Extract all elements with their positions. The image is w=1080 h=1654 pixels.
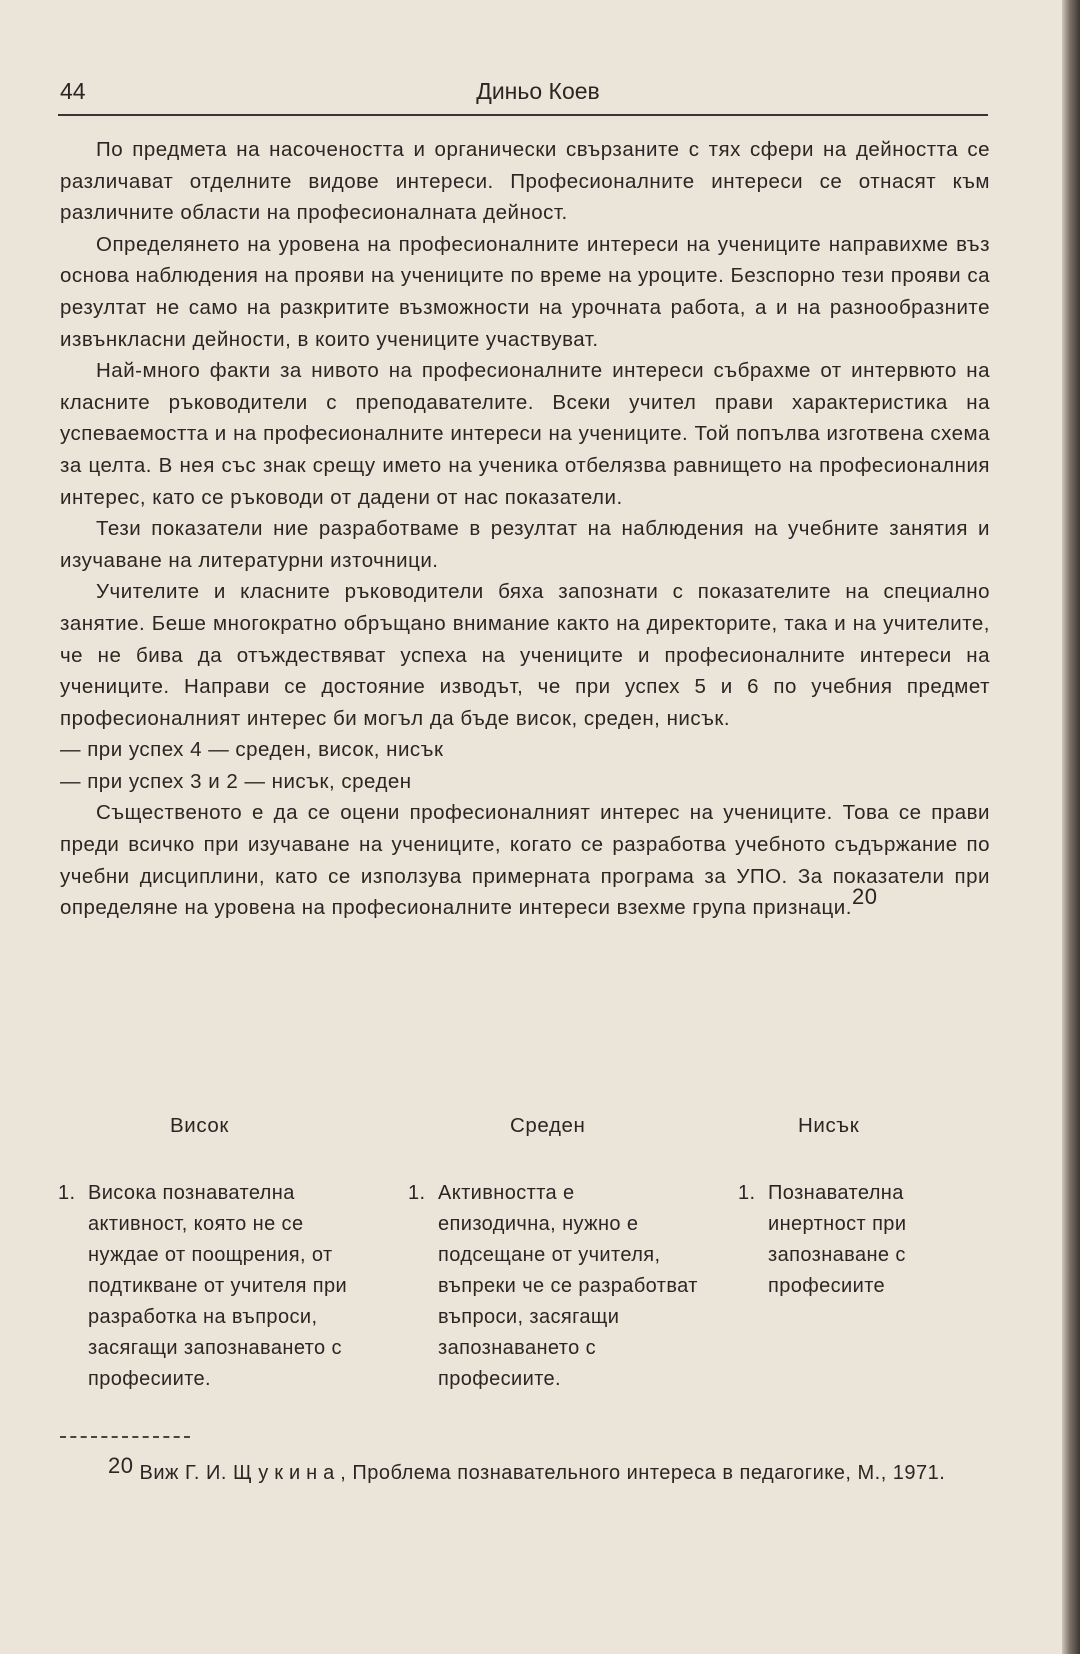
level-item-medium bbox=[408, 1178, 698, 1395]
item-number: 1. bbox=[408, 1182, 426, 1204]
page-number: 44 bbox=[60, 78, 86, 104]
footnote-reference: 20 bbox=[851, 884, 878, 910]
paragraph: Тези показатели ние разработваме в резултат на наблюдения на учебните занятия и изучаване на литературни източници. bbox=[60, 517, 990, 572]
item-text: Висока познавателна активност, която не се нуждае от поощрения, от подтикване от учителя при разработка на въпроси, засягащи запознаването с професиите. bbox=[88, 1182, 348, 1390]
footnote-prefix: Виж Г. И. bbox=[139, 1462, 227, 1484]
paragraph bbox=[60, 797, 990, 923]
paragraph: Най-много факти за нивото на професионалните интереси събрахме от интервюто на класните ръководители с преподавателите. Всеки учител прави характеристика на успеваемостта и на професионалните интереси на учениците. Той попълва изготвена схема за целта. В нея със знак срещу името на ученика отбелязва равнището на професионалния интерес, като се ръководи от дадени от нас показатели. bbox=[60, 359, 990, 509]
dash-line: — при успех 3 и 2 — нисък, среден bbox=[60, 769, 412, 793]
item-text: Познавателна инертност при запознаване с професиите bbox=[768, 1182, 907, 1297]
page-header bbox=[58, 74, 988, 116]
footnote-rest: , Проблема познавательного интереса в педагогике, М., 1971. bbox=[340, 1462, 946, 1484]
main-text bbox=[60, 134, 990, 924]
footnote bbox=[58, 1450, 993, 1489]
paragraph: Учителите и класните ръководители бяха запознати с показателите на специално занятие. Беше многократно обръщано внимание както на директорите, така и на учителите, че не бива да отъждествяват успеха на учениците и професионалните интереси на учениците. Направи се достояние изводът, че при успех 5 и 6 по учебния предмет професионалният интерес би могъл да бъде висок, среден, нисък. bbox=[60, 580, 990, 730]
item-number: 1. bbox=[58, 1182, 76, 1204]
item-text: Активността е епизодична, нужно е подсещане от учителя, въпреки че се разработват въпроси, засягащи запознаването с професиите. bbox=[438, 1182, 698, 1390]
paragraph: Определянето на уровена на професионалните интереси на учениците направихме въз основа наблюдения на прояви на учениците по време на уроците. Безспорно тези прояви са резултат не само на разкритите възможности на урочната работа, а и на разнообразните извънкласни дейности, в които учениците участвуват. bbox=[60, 232, 990, 351]
item-number: 1. bbox=[738, 1182, 756, 1204]
footnote-author: Щукина bbox=[233, 1462, 341, 1484]
column-heading-low: Нисък bbox=[798, 1114, 860, 1137]
dash-line: — при успех 4 — среден, висок, нисък bbox=[60, 738, 444, 762]
paragraph: По предмета на насочеността и органически свързаните с тях сфери на дейността се различават отделните видове интереси. Професионалните интереси се отнасят към различните области на професионалната дейност. bbox=[60, 138, 990, 225]
book-spine-shadow bbox=[1062, 0, 1080, 1654]
running-head: Диньо Коев bbox=[476, 78, 600, 104]
interest-levels bbox=[58, 1110, 998, 1410]
column-heading-medium: Среден bbox=[510, 1114, 586, 1137]
level-item-low bbox=[738, 1178, 988, 1302]
footnote-separator bbox=[60, 1436, 190, 1438]
level-item-high bbox=[58, 1178, 348, 1395]
paragraph-text: Същественото е да се оцени професионалният интерес на учениците. Това се прави преди всичко при изучаване на учениците, когато се разработва учебното съдържание по учебни дисциплини, като се използува примерната програма за УПО. За показатели при определяне на уровена на професионалните интереси взехме група признаци. bbox=[60, 801, 990, 920]
column-heading-high: Висок bbox=[170, 1114, 229, 1137]
footnote-mark: 20 bbox=[108, 1453, 134, 1478]
